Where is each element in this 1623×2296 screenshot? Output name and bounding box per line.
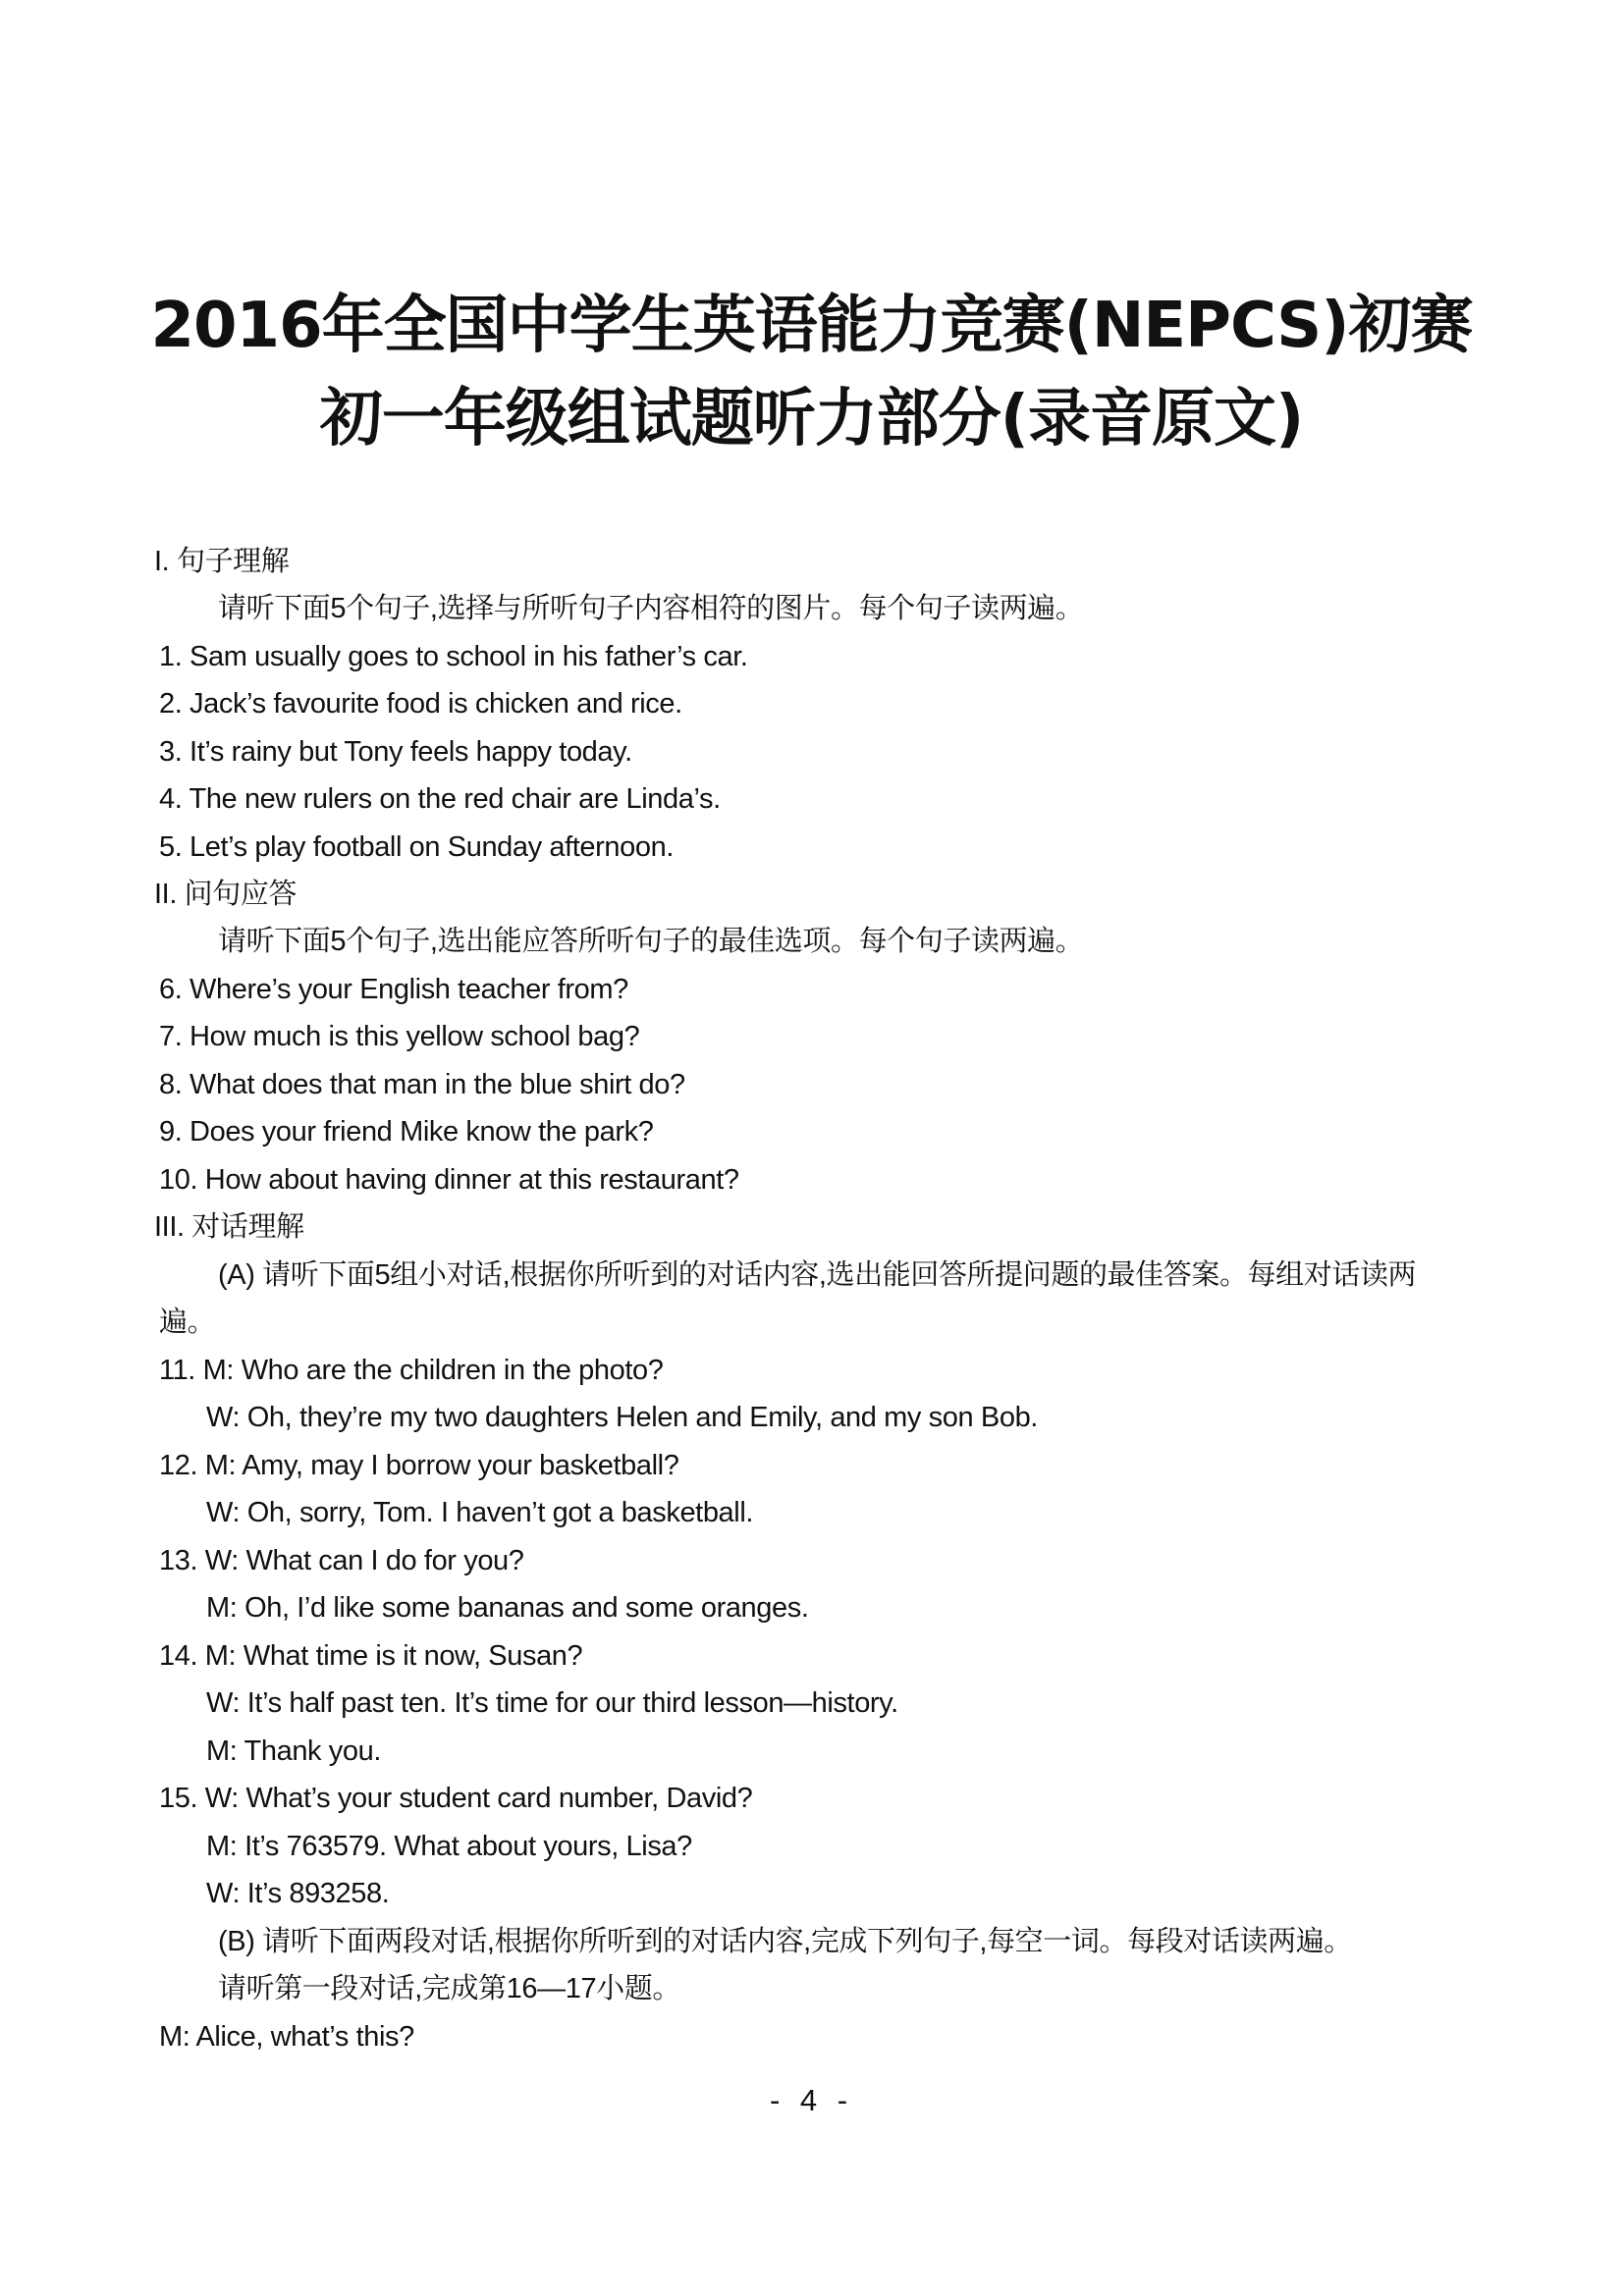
title-line-1: 2016年全国中学生英语能力竞赛(NEPCS)初赛 — [150, 290, 1473, 362]
question-line: 8. What does that man in the blue shirt do? — [159, 1069, 685, 1100]
instruction: (B) 请听下面两段对话,根据你所听到的对话内容,完成下列句子,每空一词。每段对话读两遍。 — [218, 1926, 1352, 1957]
dialogue-line: 14. M: What time is it now, Susan? — [159, 1640, 583, 1672]
dialogue-line: M: Alice, what’s this? — [159, 2021, 414, 2053]
dialogue-line: W: It’s 893258. — [206, 1878, 390, 1909]
title-line-2: 初一年级组试题听力部分(录音原文) — [319, 383, 1304, 455]
section-heading: III. 对话理解 — [154, 1211, 304, 1243]
question-line: 6. Where’s your English teacher from? — [159, 974, 628, 1005]
instruction: 请听下面5个句子,选出能应答所听句子的最佳选项。每个句子读两遍。 — [218, 926, 1084, 957]
question-line: 10. How about having dinner at this restaurant? — [159, 1164, 739, 1196]
dialogue-line: 15. W: What’s your student card number, David? — [159, 1783, 753, 1814]
dialogue-line: M: Thank you. — [206, 1735, 382, 1767]
question-line: 4. The new rulers on the red chair are Linda’s. — [159, 783, 721, 815]
dialogue-line: M: Oh, I’d like some bananas and some oranges. — [206, 1592, 809, 1624]
instruction: 请听下面5个句子,选择与所听句子内容相符的图片。每个句子读两遍。 — [218, 593, 1084, 624]
dialogue-line: 11. M: Who are the children in the photo? — [159, 1355, 664, 1386]
question-line: 5. Let’s play football on Sunday afternoon. — [159, 831, 674, 863]
question-line: 1. Sam usually goes to school in his father’s car. — [159, 641, 748, 672]
question-line: 2. Jack’s favourite food is chicken and rice. — [159, 688, 682, 720]
instruction-continuation: 遍。 — [159, 1307, 216, 1338]
dialogue-line: M: It’s 763579. What about yours, Lisa? — [206, 1831, 692, 1862]
dialogue-line: 13. W: What can I do for you? — [159, 1545, 524, 1576]
question-line: 9. Does your friend Mike know the park? — [159, 1116, 654, 1148]
question-line: 7. How much is this yellow school bag? — [159, 1021, 640, 1052]
section-heading: I. 句子理解 — [154, 546, 290, 577]
section-heading: II. 问句应答 — [154, 879, 298, 910]
dialogue-line: W: Oh, they’re my two daughters Helen and Emily, and my son Bob. — [206, 1402, 1038, 1433]
dialogue-line: W: Oh, sorry, Tom. I haven’t got a basketball. — [206, 1497, 754, 1528]
page-number: - 4 - — [769, 2083, 854, 2117]
instruction: 请听第一段对话,完成第16—17小题。 — [218, 1973, 680, 2004]
dialogue-line: 12. M: Amy, may I borrow your basketball? — [159, 1450, 679, 1481]
question-line: 3. It’s rainy but Tony feels happy today. — [159, 736, 632, 768]
dialogue-line: W: It’s half past ten. It’s time for our third lesson—history. — [206, 1687, 898, 1719]
instruction: (A) 请听下面5组小对话,根据你所听到的对话内容,选出能回答所提问题的最佳答案。每组对话读两 — [218, 1259, 1417, 1291]
